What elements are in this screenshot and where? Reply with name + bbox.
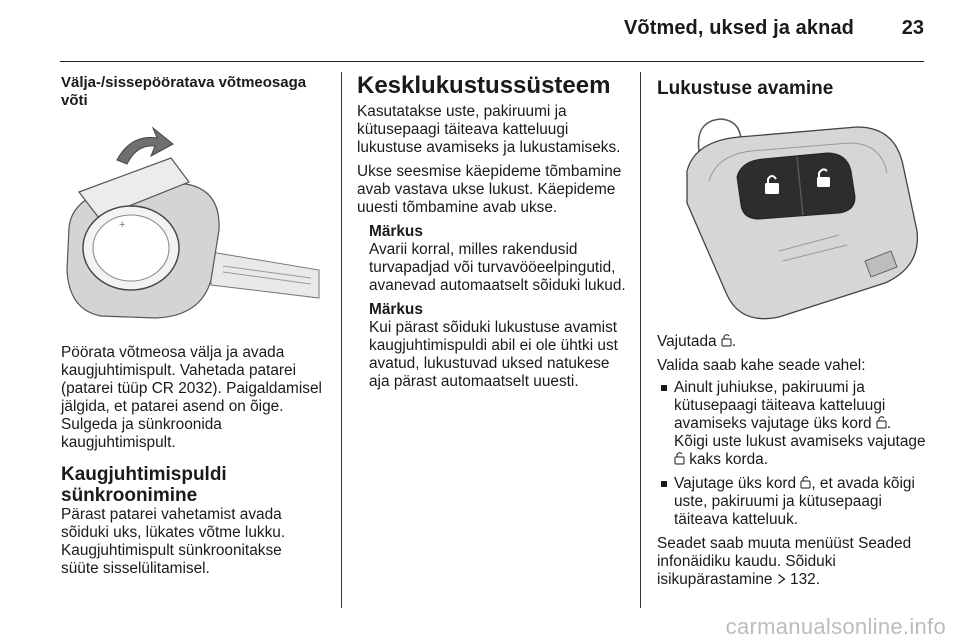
bullet-1-text-a: Ainult juhiukse, pakiruumi ja kütusepaagi täiteava katteluugi avamiseks vajutage üks kord — [674, 379, 886, 432]
note-1-text: Avarii korral, milles rakendusid turvapadjad või turvavööeelpingutid, avanevad automaatselt sõiduki lukud. — [369, 241, 626, 294]
unlock-icon — [674, 451, 685, 465]
central-locking-heading: Kesklukustussüsteem — [357, 72, 611, 99]
press-unlock-period: . — [731, 333, 737, 350]
note-2-title: Märkus — [369, 301, 423, 318]
unlock-options-list — [657, 379, 927, 529]
watermark: carmanualsonline.info — [725, 614, 946, 639]
column-3 — [657, 72, 927, 589]
note-1 — [369, 223, 629, 295]
note-2 — [369, 301, 629, 391]
press-unlock-text — [657, 333, 927, 351]
svg-text:+: + — [119, 219, 126, 231]
list-item — [657, 475, 927, 529]
sync-instructions: Pärast patarei vahetamist avada sõiduki uks, lükates võtme lukku. Kaugjuhtimispult sünkroonitakse süüte sisselülitamisel. — [61, 506, 286, 577]
unlocking-heading: Lukustuse avamine — [657, 78, 834, 99]
page-reference-icon — [777, 573, 786, 585]
press-unlock-label: Vajutada — [657, 333, 717, 350]
column-2 — [357, 72, 629, 391]
key-battery-figure — [61, 120, 323, 332]
battery-instructions: Pöörata võtmeosa välja ja avada kaugjuhtimispult. Vahetada patarei (patarei tüüp CR 2032). Paigaldamisel jälgida, et patarei asend on õige. Sulgeda ja sünkroonida kaugjuhtimispult. — [61, 344, 322, 451]
chapter-title: Võtmed, uksed ja aknad — [623, 17, 854, 39]
bullet-2-text-b: , et avada kõigi uste, pakiruumi ja kütusepaagi täiteava katteluuk. — [674, 475, 915, 528]
central-locking-intro: Kasutatakse uste, pakiruumi ja kütusepaagi täiteava katteluugi lukustuse avamiseks ja lukustamiseks. — [357, 103, 621, 156]
key-heading: Välja-/sissepööratava võtmeosaga võti — [61, 74, 307, 109]
remote-key-figure — [659, 111, 921, 325]
door-handle-text: Ukse seesmise käepideme tõmbamine avab vastava ukse lukust. Käepideme uuesti tõmbamine avab ukse. — [357, 163, 622, 216]
bullet-1-text-c: kaks korda. — [689, 451, 768, 468]
column-divider-1 — [341, 72, 342, 608]
settings-text-main: Seadet saab muuta menüüst Seaded infonäidiku kaudu. Sõiduki isikupärastamine — [657, 535, 912, 588]
column-1 — [61, 72, 323, 578]
page-reference[interactable]: 132. — [790, 571, 821, 588]
unlock-icon — [721, 333, 732, 347]
settings-text — [657, 535, 927, 589]
note-1-title: Märkus — [369, 223, 423, 240]
page-number: 23 — [901, 17, 924, 39]
note-2-text: Kui pärast sõiduki lukustuse avamist kaugjuhtimispuldi abil ei ole ühtki ust avatud, lukustuvad uksed natukese aja pärast automaatselt uuesti. — [369, 319, 618, 390]
unlock-icon — [800, 475, 811, 489]
page-header — [0, 0, 960, 62]
sync-heading: Kaugjuhtimispuldi sünkroonimine — [61, 464, 227, 506]
bullet-2-text-a: Vajutage üks kord — [674, 475, 797, 492]
choice-text: Valida saab kahe seade vahel: — [657, 357, 866, 374]
column-divider-2 — [640, 72, 641, 608]
list-item — [657, 379, 927, 469]
bullet-1-text-b: . Kõigi uste lukust avamiseks vajutage — [674, 415, 926, 450]
unlock-icon — [876, 415, 887, 429]
header-divider — [60, 61, 924, 62]
